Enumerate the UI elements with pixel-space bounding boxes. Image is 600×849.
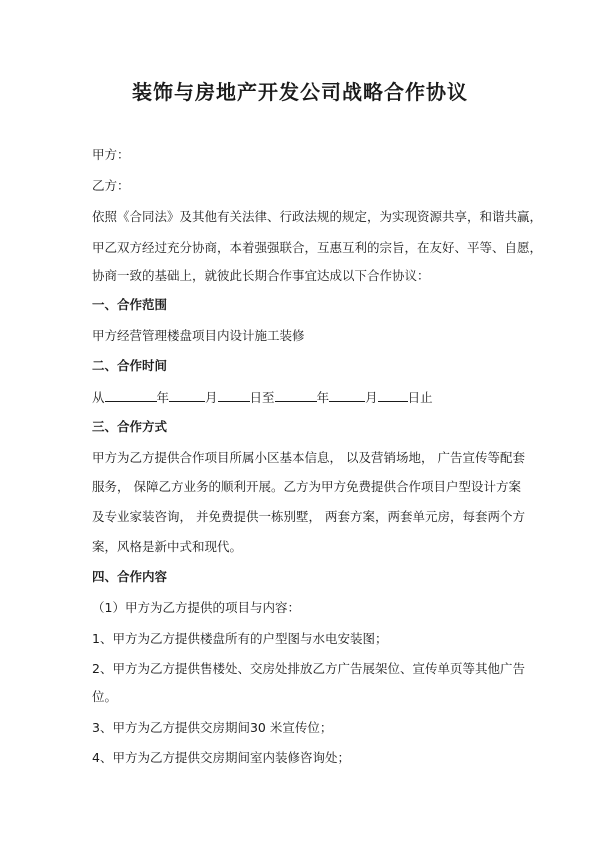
section-3-line-1: 甲方为乙方提供合作项目所属小区基本信息， 以及营销场地， 广告宣传等配套 xyxy=(92,450,525,465)
section-3-line-4: 案，风格是新中式和现代。 xyxy=(92,539,243,554)
party-b-label: 乙方： xyxy=(92,178,130,193)
end-month-blank xyxy=(329,389,365,402)
section-4-item-4: 4、甲方为乙方提供交房期间室内装修咨询处； xyxy=(92,750,350,765)
party-a-label: 甲方： xyxy=(92,147,130,162)
section-3-line-2: 服务， 保障乙方业务的顺利开展。乙方为甲方免费提供合作项目户型设计方案 xyxy=(92,479,521,494)
period-end-label: 日止 xyxy=(407,390,433,405)
section-4-heading: 四、合作内容 xyxy=(92,569,168,584)
section-4-item-2-cont: 位。 xyxy=(92,689,118,704)
period-month-label-2: 月 xyxy=(365,390,378,405)
section-4-item-1: 1、甲方为乙方提供楼盘所有的户型图与水电安装图； xyxy=(92,631,388,646)
period-to-label: 日至 xyxy=(249,390,275,405)
section-2-heading: 二、合作时间 xyxy=(92,358,168,373)
intro-line-2: 甲乙双方经过充分协商，本着强强联合，互惠互利的宗旨，在友好、平等、自愿， xyxy=(92,240,543,255)
period-year-label: 年 xyxy=(156,390,170,405)
start-month-blank xyxy=(169,389,205,402)
section-4-subheading: （1）甲方为乙方提供的项目与内容： xyxy=(92,600,300,615)
document-title: 装饰与房地产开发公司战略合作协议 xyxy=(132,80,468,104)
start-day-blank xyxy=(218,389,250,402)
intro-line-3: 协商一致的基础上，就彼此长期合作事宜达成以下合作协议： xyxy=(92,268,430,283)
period-year-label-2: 年 xyxy=(316,390,330,405)
section-1-text: 甲方经营管理楼盘项目内设计施工装修 xyxy=(92,328,305,343)
end-day-blank xyxy=(378,389,408,402)
section-3-heading: 三、合作方式 xyxy=(92,419,168,434)
end-year-blank xyxy=(275,389,317,402)
section-4-item-2: 2、甲方为乙方提供售楼处、交房处排放乙方广告展架位、宣传单页等其他广告 xyxy=(92,661,525,676)
section-4-item-3: 3、甲方为乙方提供交房期间30 米宣传位； xyxy=(92,720,333,735)
section-1-heading: 一、合作范围 xyxy=(92,297,168,312)
start-year-blank xyxy=(105,389,157,402)
intro-line-1: 依照《合同法》及其他有关法律、行政法规的规定，为实现资源共享，和谐共赢， xyxy=(92,209,543,224)
period-month-label: 月 xyxy=(205,390,218,405)
period-from-label: 从 xyxy=(92,390,105,405)
section-3-line-3: 及专业家装咨询， 并免费提供一栋别墅， 两套方案，两套单元房，每套两个方 xyxy=(92,509,525,524)
cooperation-period-line xyxy=(92,389,433,406)
